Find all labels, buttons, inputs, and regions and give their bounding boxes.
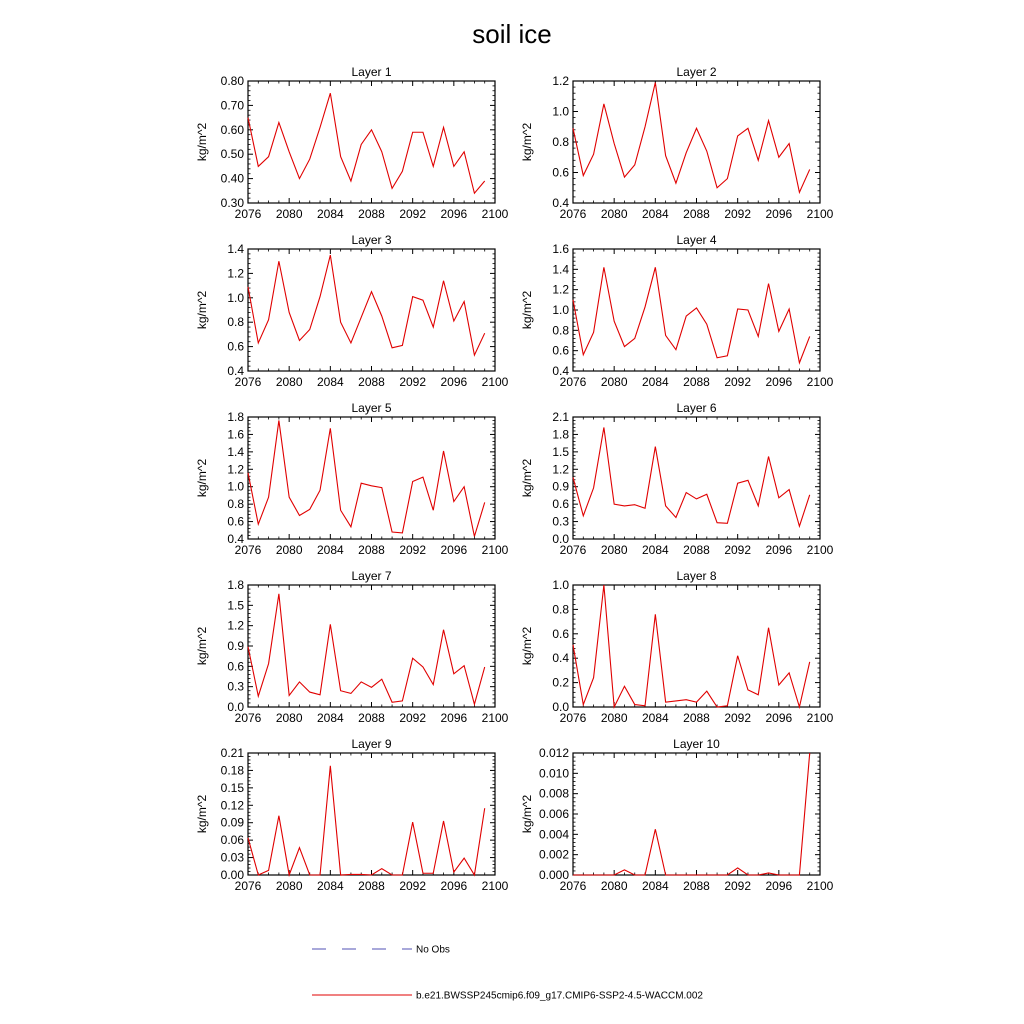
x-tick-label: 2096 [765,711,793,725]
y-tick-label: 0.8 [552,602,569,617]
x-tick-label: 2092 [724,207,752,221]
y-axis-label: kg/m^2 [195,122,209,162]
y-tick-label: 1.2 [227,618,244,633]
y-tick-label: 1.8 [552,427,569,442]
y-tick-label: 1.0 [552,303,569,317]
y-tick-label: 0.008 [538,786,569,801]
x-tick-label: 2096 [440,207,468,221]
x-tick-label: 2076 [559,375,587,389]
y-tick-label: 0.00 [220,868,244,882]
x-tick-label: 2088 [358,207,385,221]
y-axis-label: kg/m^2 [520,794,534,834]
x-tick-label: 2080 [275,375,303,389]
panels-group [195,65,834,893]
y-axis-label: kg/m^2 [195,794,209,834]
legend-label-1: No Obs [416,944,450,956]
series-line [573,585,810,707]
x-tick-label: 2076 [234,711,262,725]
panel-layer-7 [195,569,509,725]
plot-frame [573,753,820,875]
x-tick-label: 2076 [559,711,587,725]
x-tick-label: 2076 [559,879,587,893]
x-tick-label: 2092 [724,375,752,389]
x-tick-label: 2084 [641,207,669,221]
x-tick-label: 2084 [316,375,344,389]
x-tick-label: 2100 [481,879,509,893]
x-tick-label: 2096 [765,543,793,557]
x-tick-label: 2096 [765,207,793,221]
x-tick-label: 2096 [765,375,793,389]
y-tick-label: 0.6 [552,626,569,641]
y-tick-label: 0.8 [552,135,569,149]
x-tick-label: 2092 [399,375,427,389]
x-tick-label: 2084 [316,879,344,893]
x-tick-label: 2084 [316,207,344,221]
x-tick-label: 2076 [234,543,262,557]
y-tick-label: 1.4 [227,444,244,459]
plot-frame [248,249,495,371]
x-tick-label: 2088 [358,375,385,389]
x-tick-label: 2084 [641,375,669,389]
y-tick-label: 0.18 [220,763,244,778]
legend-label-2: b.e21.BWSSP245cmip6.f09_g17.CMIP6-SSP2-4.5-WACCM.002 [416,990,703,1002]
x-tick-label: 2080 [275,207,303,221]
plot-frame [248,753,495,875]
x-tick-label: 2096 [440,879,468,893]
x-tick-label: 2092 [399,711,427,725]
y-tick-label: 0.06 [220,833,244,848]
series-line [573,753,810,875]
x-tick-label: 2076 [234,207,262,221]
panel-title: Layer 6 [676,401,717,415]
y-tick-label: 1.8 [227,410,244,424]
series-line [248,255,485,355]
y-tick-label: 1.2 [552,462,569,477]
y-tick-label: 1.0 [552,104,569,119]
y-tick-label: 0.50 [220,147,244,162]
panel-title: Layer 10 [673,737,720,751]
x-tick-label: 2076 [559,543,587,557]
x-tick-label: 2088 [683,375,710,389]
x-tick-label: 2092 [724,879,752,893]
x-tick-label: 2084 [641,711,669,725]
y-tick-label: 1.5 [227,598,244,613]
x-tick-label: 2088 [683,207,710,221]
plot-frame [248,585,495,707]
panel-layer-6 [520,401,834,557]
x-tick-label: 2088 [358,543,385,557]
y-tick-label: 1.6 [227,427,244,442]
y-tick-label: 0.09 [220,815,244,830]
y-tick-label: 0.3 [552,514,569,529]
x-tick-label: 2100 [806,207,834,221]
y-tick-label: 1.6 [552,242,569,256]
series-line [573,427,810,526]
y-tick-label: 1.0 [227,479,244,494]
panel-title: Layer 4 [676,233,717,247]
y-tick-label: 0.21 [220,746,244,760]
series-line [573,267,810,363]
x-tick-label: 2088 [358,879,385,893]
y-tick-label: 0.0 [552,700,569,714]
x-tick-label: 2080 [275,711,303,725]
y-tick-label: 0.40 [220,171,244,186]
x-tick-label: 2076 [234,375,262,389]
y-axis-label: kg/m^2 [520,290,534,330]
y-tick-label: 0.0 [552,532,569,546]
y-axis-label: kg/m^2 [520,458,534,498]
y-tick-label: 1.5 [552,444,569,459]
panel-layer-1 [195,65,509,221]
x-tick-label: 2084 [316,543,344,557]
x-tick-label: 2080 [275,879,303,893]
y-tick-label: 0.000 [538,868,569,882]
y-tick-label: 0.012 [538,746,569,760]
y-tick-label: 0.4 [227,364,244,378]
y-tick-label: 0.010 [538,766,569,781]
y-tick-label: 0.002 [538,847,569,862]
y-tick-label: 0.4 [552,364,569,378]
series-line [573,83,810,193]
x-tick-label: 2088 [683,543,710,557]
plot-frame [573,81,820,203]
x-tick-label: 2084 [641,879,669,893]
y-tick-label: 0.6 [227,339,244,354]
panel-title: Layer 5 [351,401,392,415]
x-tick-label: 2076 [559,207,587,221]
x-tick-label: 2080 [600,711,628,725]
y-tick-label: 1.2 [227,266,244,281]
y-tick-label: 0.004 [538,827,569,842]
y-tick-label: 1.2 [552,74,569,88]
y-tick-label: 1.4 [227,242,244,256]
y-tick-label: 0.15 [220,780,244,795]
x-tick-label: 2100 [806,375,834,389]
x-tick-label: 2092 [399,543,427,557]
y-axis-label: kg/m^2 [195,290,209,330]
x-tick-label: 2080 [600,543,628,557]
panel-layer-4 [520,233,834,389]
y-tick-label: 0.2 [552,675,569,690]
series-line [248,93,485,193]
y-axis-label: kg/m^2 [195,458,209,498]
panel-layer-5 [195,401,509,557]
y-tick-label: 1.2 [227,462,244,477]
x-tick-label: 2100 [481,711,509,725]
x-tick-label: 2084 [316,711,344,725]
x-tick-label: 2096 [440,375,468,389]
x-tick-label: 2096 [765,879,793,893]
panel-title: Layer 1 [351,65,392,79]
panel-layer-3 [195,233,509,389]
y-tick-label: 0.30 [220,196,244,210]
plot-frame [573,249,820,371]
figure-title: soil ice [472,19,552,49]
panel-layer-9 [195,737,509,893]
x-tick-label: 2100 [806,879,834,893]
x-tick-label: 2092 [399,207,427,221]
x-tick-label: 2080 [275,543,303,557]
y-tick-label: 0.6 [552,165,569,180]
y-tick-label: 0.9 [227,639,244,653]
y-tick-label: 0.6 [552,497,569,512]
y-tick-label: 0.4 [552,196,569,210]
x-tick-label: 2088 [683,879,710,893]
x-tick-label: 2100 [806,711,834,725]
panel-title: Layer 7 [351,569,392,583]
y-tick-label: 1.0 [552,578,569,592]
y-tick-label: 0.6 [227,659,244,674]
y-tick-label: 0.8 [227,315,244,330]
y-tick-label: 0.9 [552,479,569,494]
y-tick-label: 1.8 [227,578,244,592]
y-tick-label: 0.12 [220,798,244,813]
panel-layer-2 [520,65,834,221]
y-tick-label: 0.70 [220,98,244,113]
x-tick-label: 2084 [641,543,669,557]
series-line [248,420,485,536]
x-tick-label: 2096 [440,543,468,557]
x-tick-label: 2080 [600,375,628,389]
y-tick-label: 1.4 [552,262,569,277]
panel-title: Layer 8 [676,569,717,583]
panel-title: Layer 2 [676,65,717,79]
y-tick-label: 0.03 [220,850,244,865]
series-line [248,594,485,704]
x-tick-label: 2100 [806,543,834,557]
y-tick-label: 0.60 [220,122,244,137]
y-tick-label: 0.0 [227,700,244,714]
y-tick-label: 1.0 [227,290,244,305]
x-tick-label: 2076 [234,879,262,893]
y-axis-label: kg/m^2 [520,626,534,666]
y-tick-label: 0.6 [552,343,569,358]
y-tick-label: 0.6 [227,514,244,529]
plot-frame [248,417,495,539]
plot-frame [573,417,820,539]
y-axis-label: kg/m^2 [520,122,534,162]
x-tick-label: 2100 [481,543,509,557]
y-tick-label: 0.3 [227,679,244,694]
panel-layer-10 [520,737,834,893]
y-tick-label: 0.4 [552,651,569,666]
x-tick-label: 2092 [724,711,752,725]
panel-title: Layer 3 [351,233,392,247]
y-tick-label: 1.2 [552,282,569,297]
y-tick-label: 0.80 [220,74,244,88]
x-tick-label: 2080 [600,879,628,893]
x-tick-label: 2088 [683,711,710,725]
y-tick-label: 0.006 [538,807,569,821]
legend [312,945,703,1002]
panel-layer-8 [520,569,834,725]
plot-frame [248,81,495,203]
plot-frame [573,585,820,707]
x-tick-label: 2088 [358,711,385,725]
x-tick-label: 2092 [399,879,427,893]
x-tick-label: 2100 [481,375,509,389]
panel-title: Layer 9 [351,737,392,751]
x-tick-label: 2092 [724,543,752,557]
series-line [248,766,485,875]
x-tick-label: 2096 [440,711,468,725]
y-tick-label: 0.8 [552,323,569,338]
y-tick-label: 0.4 [227,532,244,546]
x-tick-label: 2080 [600,207,628,221]
y-tick-label: 0.8 [227,497,244,512]
y-axis-label: kg/m^2 [195,626,209,666]
x-tick-label: 2100 [481,207,509,221]
y-tick-label: 2.1 [552,410,569,424]
